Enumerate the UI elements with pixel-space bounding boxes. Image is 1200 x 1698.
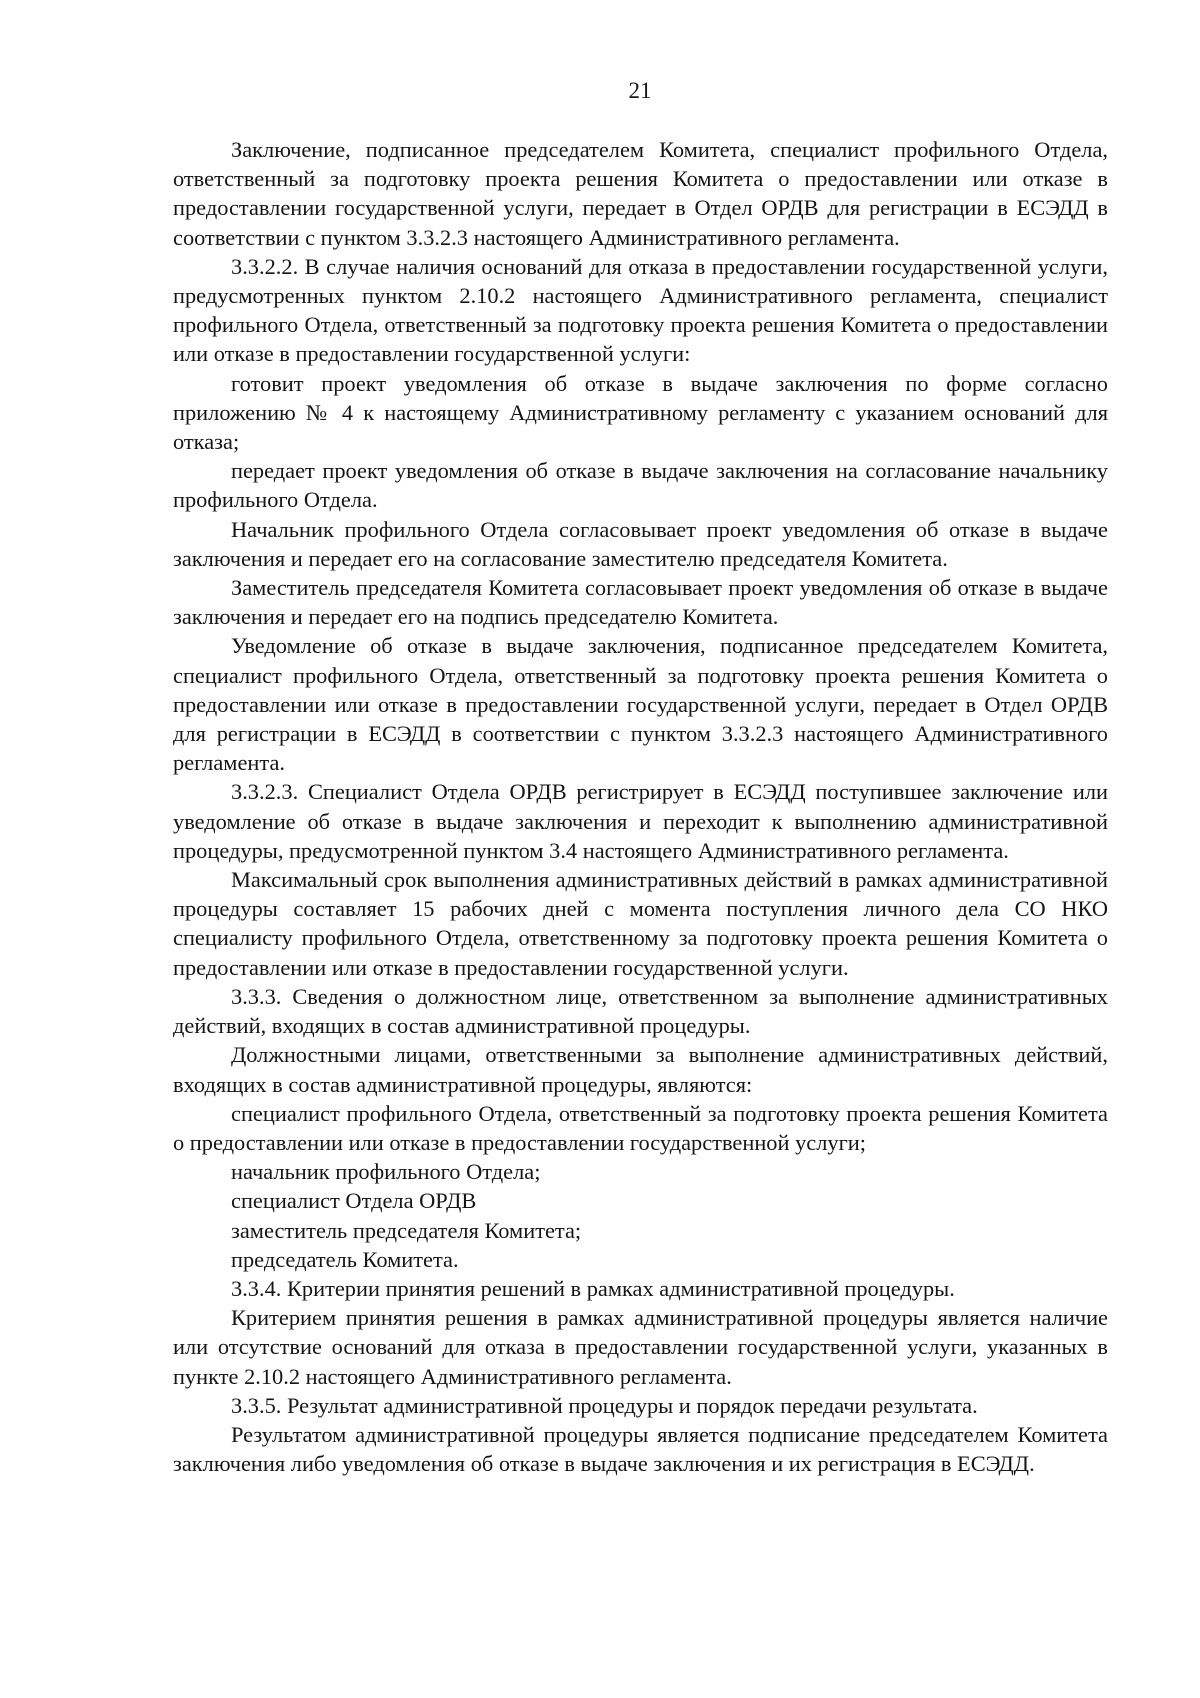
- document-body: [173, 135, 1108, 1478]
- paragraph: Заключение, подписанное председателем Комитета, специалист профильного Отдела, ответственный за подготовку проекта решения Комитета о предоставлении или отказе в предоставлении государственной услуги, передает в Отдел ОРДВ для регистрации в ЕСЭДД в соответствии с пунктом 3.3.2.3 настоящего Административного регламента.: [173, 137, 1108, 250]
- paragraph: Уведомление об отказе в выдаче заключения, подписанное председателем Комитета, специалист профильного Отдела, ответственный за подготовку проекта решения Комитета о предоставлении или отказе в предоставлении государственной услуги, передает в Отдел ОРДВ для регистрации в ЕСЭДД в соответствии с пунктом 3.3.2.3 настоящего Административного регламента.: [173, 633, 1108, 776]
- page-number: 21: [628, 78, 652, 103]
- section-heading: 3.3.5. Результат административной процедуры и порядок передачи результата.: [231, 1392, 978, 1418]
- list-item: специалист Отдела ОРДВ: [231, 1188, 477, 1214]
- paragraph: Результатом административной процедуры является подписание председателем Комитета заключения либо уведомления об отказе в выдаче заключения и их регистрация в ЕСЭДД.: [173, 1421, 1108, 1477]
- list-item: председатель Комитета.: [231, 1246, 459, 1272]
- list-item: начальник профильного Отдела;: [231, 1159, 541, 1185]
- paragraph: Заместитель председателя Комитета согласовывает проект уведомления об отказе в выдаче заключения и передает его на подпись председателю Комитета.: [173, 575, 1108, 630]
- paragraph: 3.3.2.2. В случае наличия оснований для отказа в предоставлении государственной услуги, предусмотренных пунктом 2.10.2 настоящего Административного регламента, специалист профильного Отдела, ответственный за подготовку проекта решения Комитета о предоставлении или отказе в предоставлении государственной услуги:: [173, 253, 1108, 367]
- section-heading: 3.3.4. Критерии принятия решений в рамках административной процедуры.: [231, 1275, 955, 1301]
- paragraph: Максимальный срок выполнения административных действий в рамках административной процедуры составляет 15 рабочих дней с момента поступления личного дела СО НКО специалисту профильного Отдела, ответственному за подготовку проекта решения Комитета о предоставлении или отказе в предоставлении государственной услуги.: [173, 867, 1108, 980]
- paragraph: Должностными лицами, ответственными за выполнение административных действий, входящих в состав административной процедуры, являются:: [173, 1042, 1108, 1097]
- paragraph: Начальник профильного Отдела согласовывает проект уведомления об отказе в выдаче заключения и передает его на согласование заместителю председателя Комитета.: [173, 516, 1108, 571]
- paragraph: 3.3.2.3. Специалист Отдела ОРДВ регистрирует в ЕСЭДД поступившее заключение или уведомление об отказе в выдаче заключения и переходит к выполнению административной процедуры, предусмотренной пунктом 3.4 настоящего Административного регламента.: [173, 779, 1108, 863]
- list-item: готовит проект уведомления об отказе в выдаче заключения по форме согласно приложению № 4 к настоящему Административному регламенту с указанием оснований для отказа;: [173, 370, 1108, 455]
- paragraph: Критерием принятия решения в рамках административной процедуры является наличие или отсутствие оснований для отказа в предоставлении государственной услуги, указанных в пункте 2.10.2 настоящего Административного регламента.: [173, 1305, 1108, 1389]
- list-item: передает проект уведомления об отказе в выдаче заключения на согласование начальнику профильного Отдела.: [173, 458, 1108, 513]
- section-heading: 3.3.3. Сведения о должностном лице, ответственном за выполнение административных действий, входящих в состав административной процедуры.: [173, 983, 1108, 1039]
- list-item: специалист профильного Отдела, ответственный за подготовку проекта решения Комитета о предоставлении или отказе в предоставлении государственной услуги;: [173, 1100, 1108, 1155]
- list-item: заместитель председателя Комитета;: [231, 1217, 582, 1243]
